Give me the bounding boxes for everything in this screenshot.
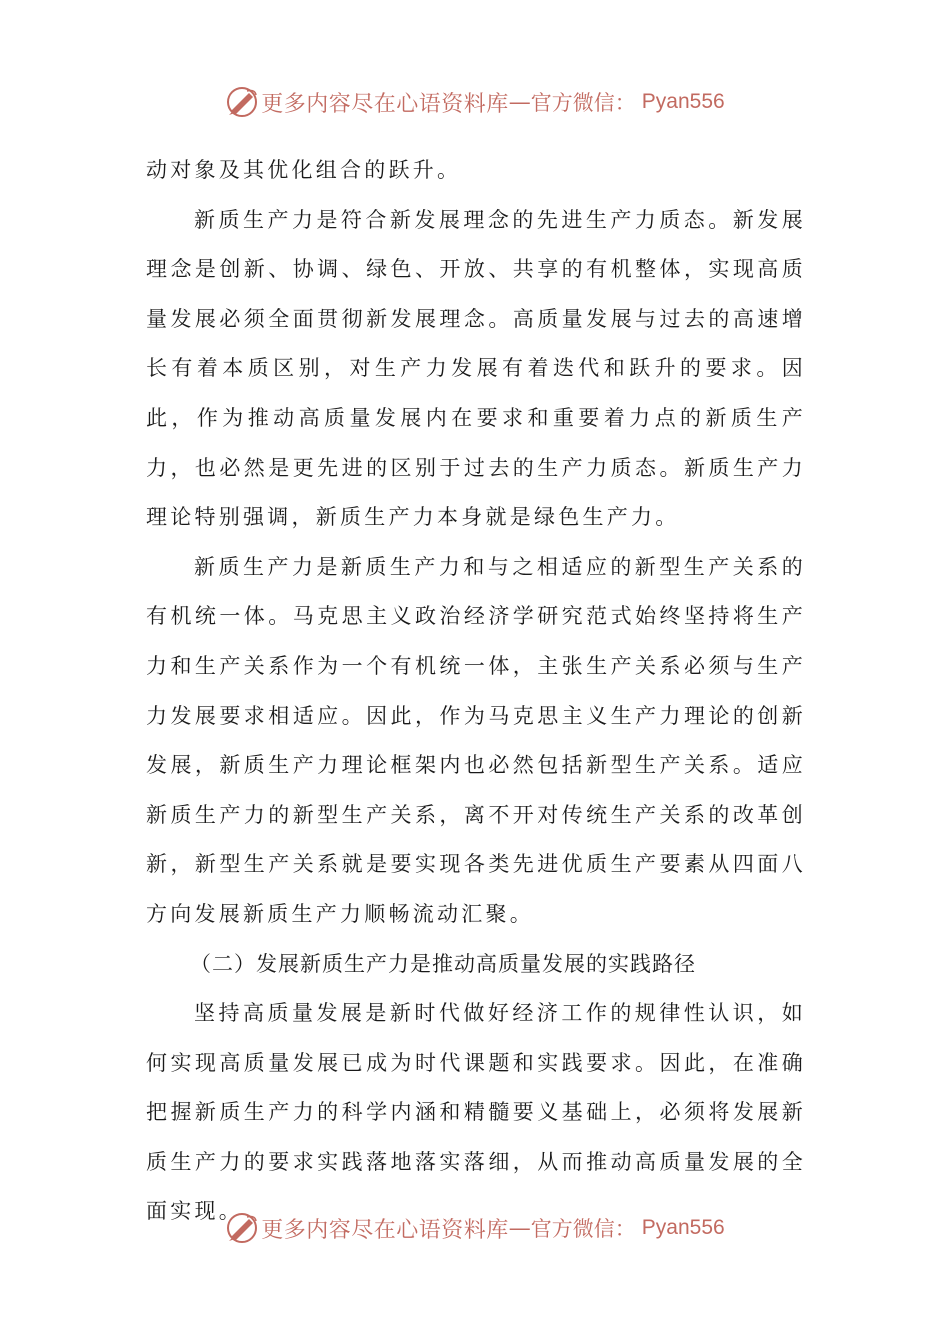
paragraph: 新质生产力是符合新发展理念的先进生产力质态。新发展理念是创新、协调、绿色、开放、共享的有机整体，实现高质量发展必须全面贯彻新发展理念。高质量发展与过去的高速增长有着本质区别，对生产力发展有着迭代和跃升的要求。因此，作为推动高质量发展内在要求和重要着力点的新质生产力，也必然是更先进的区别于过去的生产力质态。新质生产力理论特别强调，新质生产力本身就是绿色生产力。 — [146, 207, 806, 530]
paragraph: 新质生产力是新质生产力和与之相适应的新型生产关系的有机统一体。马克思主义政治经济学研究范式始终坚持将生产力和生产关系作为一个有机统一体，主张生产关系必须与生产力发展要求相适应。因此，作为马克思主义生产力理论的创新发展，新质生产力理论框架内也必然包括新型生产关系。适应新质生产力的新型生产关系，离不开对传统生产关系的改革创新，新型生产关系就是要实现各类先进优质生产要素从四面八方向发展新质生产力顺畅流动汇聚。 — [146, 554, 806, 926]
banner-text: 更多内容尽在心语资料库 — [261, 91, 509, 117]
banner-separator: — — [508, 89, 531, 115]
banner-official-label: 官方微信： — [530, 91, 636, 115]
banner-official-label: 官方微信： — [530, 1217, 636, 1241]
header-banner — [0, 82, 950, 122]
pen-logo-icon — [225, 85, 259, 119]
banner-text: 更多内容尽在心语资料库 — [261, 1217, 509, 1243]
footer-banner — [0, 1208, 950, 1248]
paragraph-continuation: 动对象及其优化组合的跃升。 — [146, 158, 462, 182]
document-body — [146, 146, 806, 1237]
pen-logo-icon — [225, 1211, 259, 1245]
banner-wechat-id: Pyan556 — [641, 1216, 725, 1239]
banner-wechat-id: Pyan556 — [641, 90, 725, 113]
section-heading: （二）发展新质生产力是推动高质量发展的实践路径 — [190, 951, 696, 976]
paragraph: 坚持高质量发展是新时代做好经济工作的规律性认识，如何实现高质量发展已成为时代课题和实践要求。因此，在准确把握新质生产力的科学内涵和精髓要义基础上，必须将发展新质生产力的要求实践落地落实落细，从而推动高质量发展的全面实现。 — [146, 1001, 806, 1224]
banner-separator: — — [508, 1215, 531, 1241]
